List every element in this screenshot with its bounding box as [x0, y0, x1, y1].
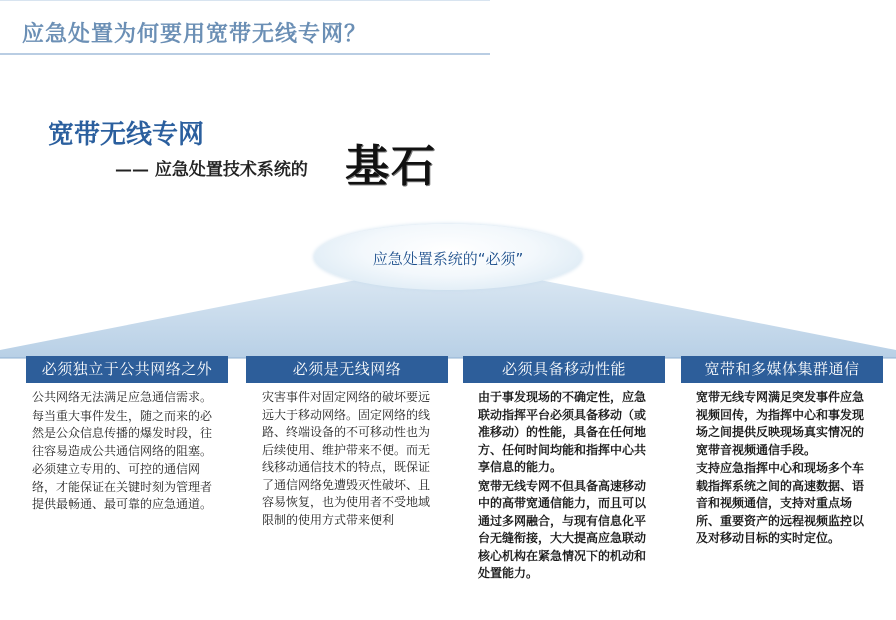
column-4-body [696, 389, 864, 548]
column-2-title: 必须是无线网络 [246, 356, 448, 383]
headline-main: 宽带无线专网 [48, 120, 205, 150]
column-3-body [478, 389, 656, 583]
column-1-body [32, 389, 222, 514]
hub-label: 应急处置系统的“必须” [372, 250, 524, 268]
column-3-title: 必须具备移动性能 [463, 356, 665, 383]
headline-subtitle: —— 应急处置技术系统的 [115, 160, 308, 180]
column-2-body [262, 389, 440, 529]
column-4-title: 宽带和多媒体集群通信 [681, 356, 883, 383]
column-1-paragraph: 每当重大事件发生，随之而来的必然是公众信息传播的爆发时段，往往容易造成公共通信网络的阻塞。 [32, 408, 213, 458]
column-4-paragraph: 宽带无线专网满足突发事件应急视频回传，为指挥中心和事发现场之间提供反映现场真实情况的宽带音视频通信手段。 [696, 390, 865, 457]
page-header [0, 0, 490, 55]
column-2-paragraph: 灾害事件对固定网络的破坏要远远大于移动网络。固定网络的线路、终端设备的不可移动性也为后续使用、维护带来不便。而无线移动通信技术的特点，既保证了通信网络免遭毁灭性破坏、且容易恢复，也为使用者不受地域限制的使用方式带来便利 [262, 390, 431, 527]
column-3-paragraph: 由于事发现场的不确定性，应急联动指挥平台必须具备移动（或准移动）的性能，具备在任何地方、任何时间均能和指挥中心共享信息的能力。 [478, 390, 647, 474]
column-1-paragraph: 公共网络无法满足应急通信需求。 [32, 390, 213, 404]
column-1-paragraph: 必须建立专用的、可控的通信网络，才能保证在关键时刻为管理者提供最畅通、最可靠的应急通道。 [32, 462, 213, 511]
page-title: 应急处置为何要用宽带无线专网？ [22, 21, 368, 47]
column-1-title: 必须独立于公共网络之外 [26, 356, 228, 383]
headline-emphasis: 基石 [345, 141, 437, 192]
column-4-paragraph: 支持应急指挥中心和现场多个车载指挥系统之间的高速数据、语音和视频通信，支持对重点场所、重要资产的远程视频监控以及对移动目标的实时定位。 [696, 461, 865, 545]
column-3-paragraph: 宽带无线专网不但具备高速移动中的高带宽通信能力，而且可以通过多网融合，与现有信息化平台无缝衔接，大大提高应急联动核心机构在紧急情况下的机动和处置能力。 [478, 478, 647, 580]
